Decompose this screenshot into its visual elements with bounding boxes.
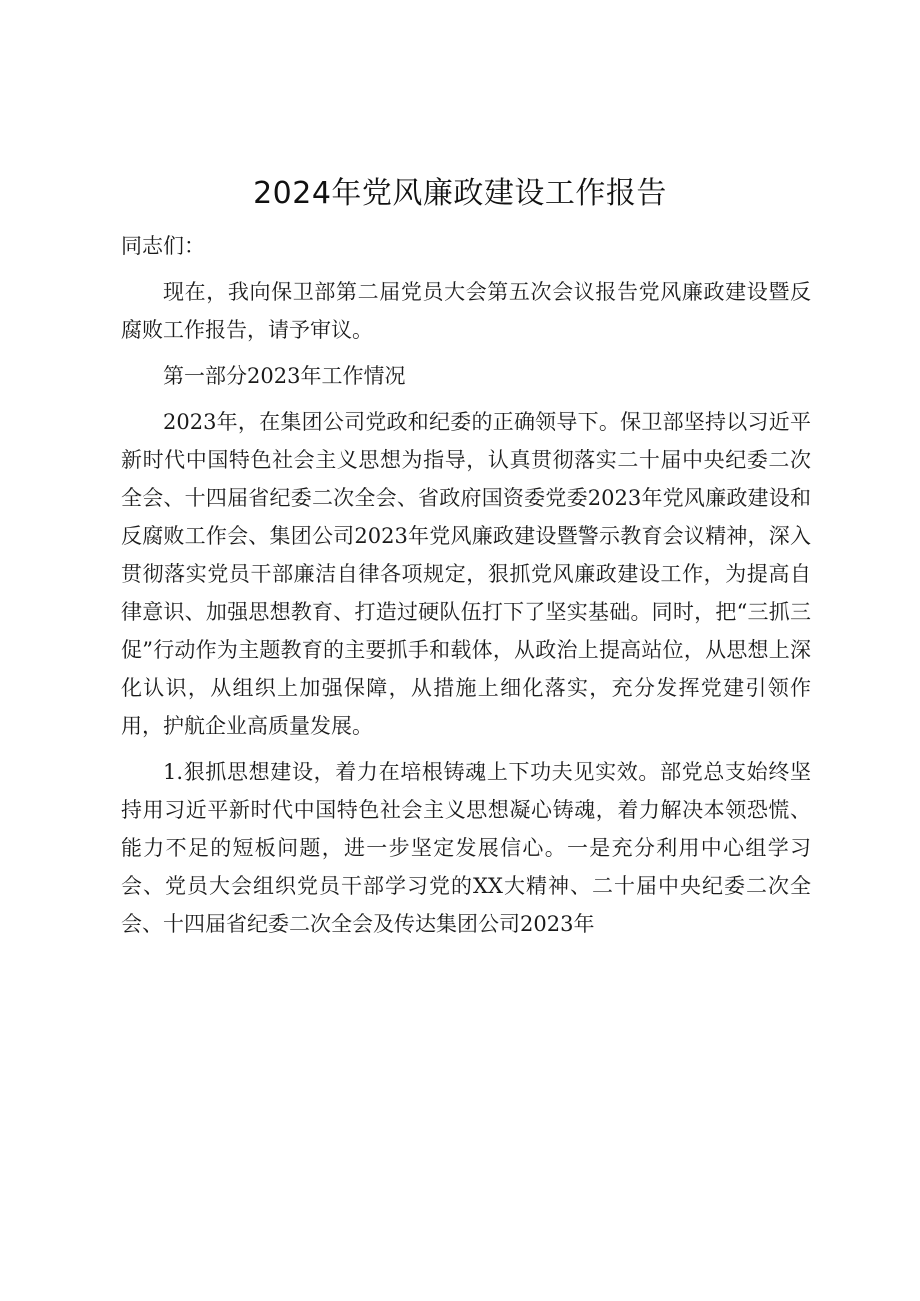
paragraph-overview: 2023年，在集团公司党政和纪委的正确领导下。保卫部坚持以习近平新时代中国特色社会主义思想为指导，认真贯彻落实二十届中央纪委二次全会、十四届省纪委二次全会、省政府国资委党委2023年党风廉政建设和反腐败工作会、集团公司2023年党风廉政建设暨警示教育会议精神，深入贯彻落实党员干部廉洁自律各项规定，狠抓党风廉政建设工作，为提高自律意识、加强思想教育、打造过硬队伍打下了坚实基础。同时，把“三抓三促”行动作为主题教育的主要抓手和载体，从政治上提高站位，从思想上深化认识，从组织上加强保障，从措施上细化落实，充分发挥党建引领作用，护航企业高质量发展。 xyxy=(121,410,811,738)
paragraph-item-1: 1.狠抓思想建设，着力在培根铸魂上下功夫见实效。部党总支始终坚持用习近平新时代中国特色社会主义思想凝心铸魂，着力解决本领恐慌、能力不足的短板问题，进一步坚定发展信心。一是充分利用中心组学习会、党员大会组织党员干部学习党的XX大精神、二十届中央纪委二次全会、十四届省纪委二次全会及传达集团公司2023年 xyxy=(121,760,811,936)
paragraph-intro: 现在，我向保卫部第二届党员大会第五次会议报告党风廉政建设暨反腐败工作报告，请予审议。 xyxy=(121,280,811,342)
document-title: 2024年党风廉政建设工作报告 xyxy=(253,176,667,211)
section-heading: 第一部分2023年工作情况 xyxy=(163,364,406,388)
salutation: 同志们： xyxy=(121,234,205,258)
document-body xyxy=(121,227,811,951)
